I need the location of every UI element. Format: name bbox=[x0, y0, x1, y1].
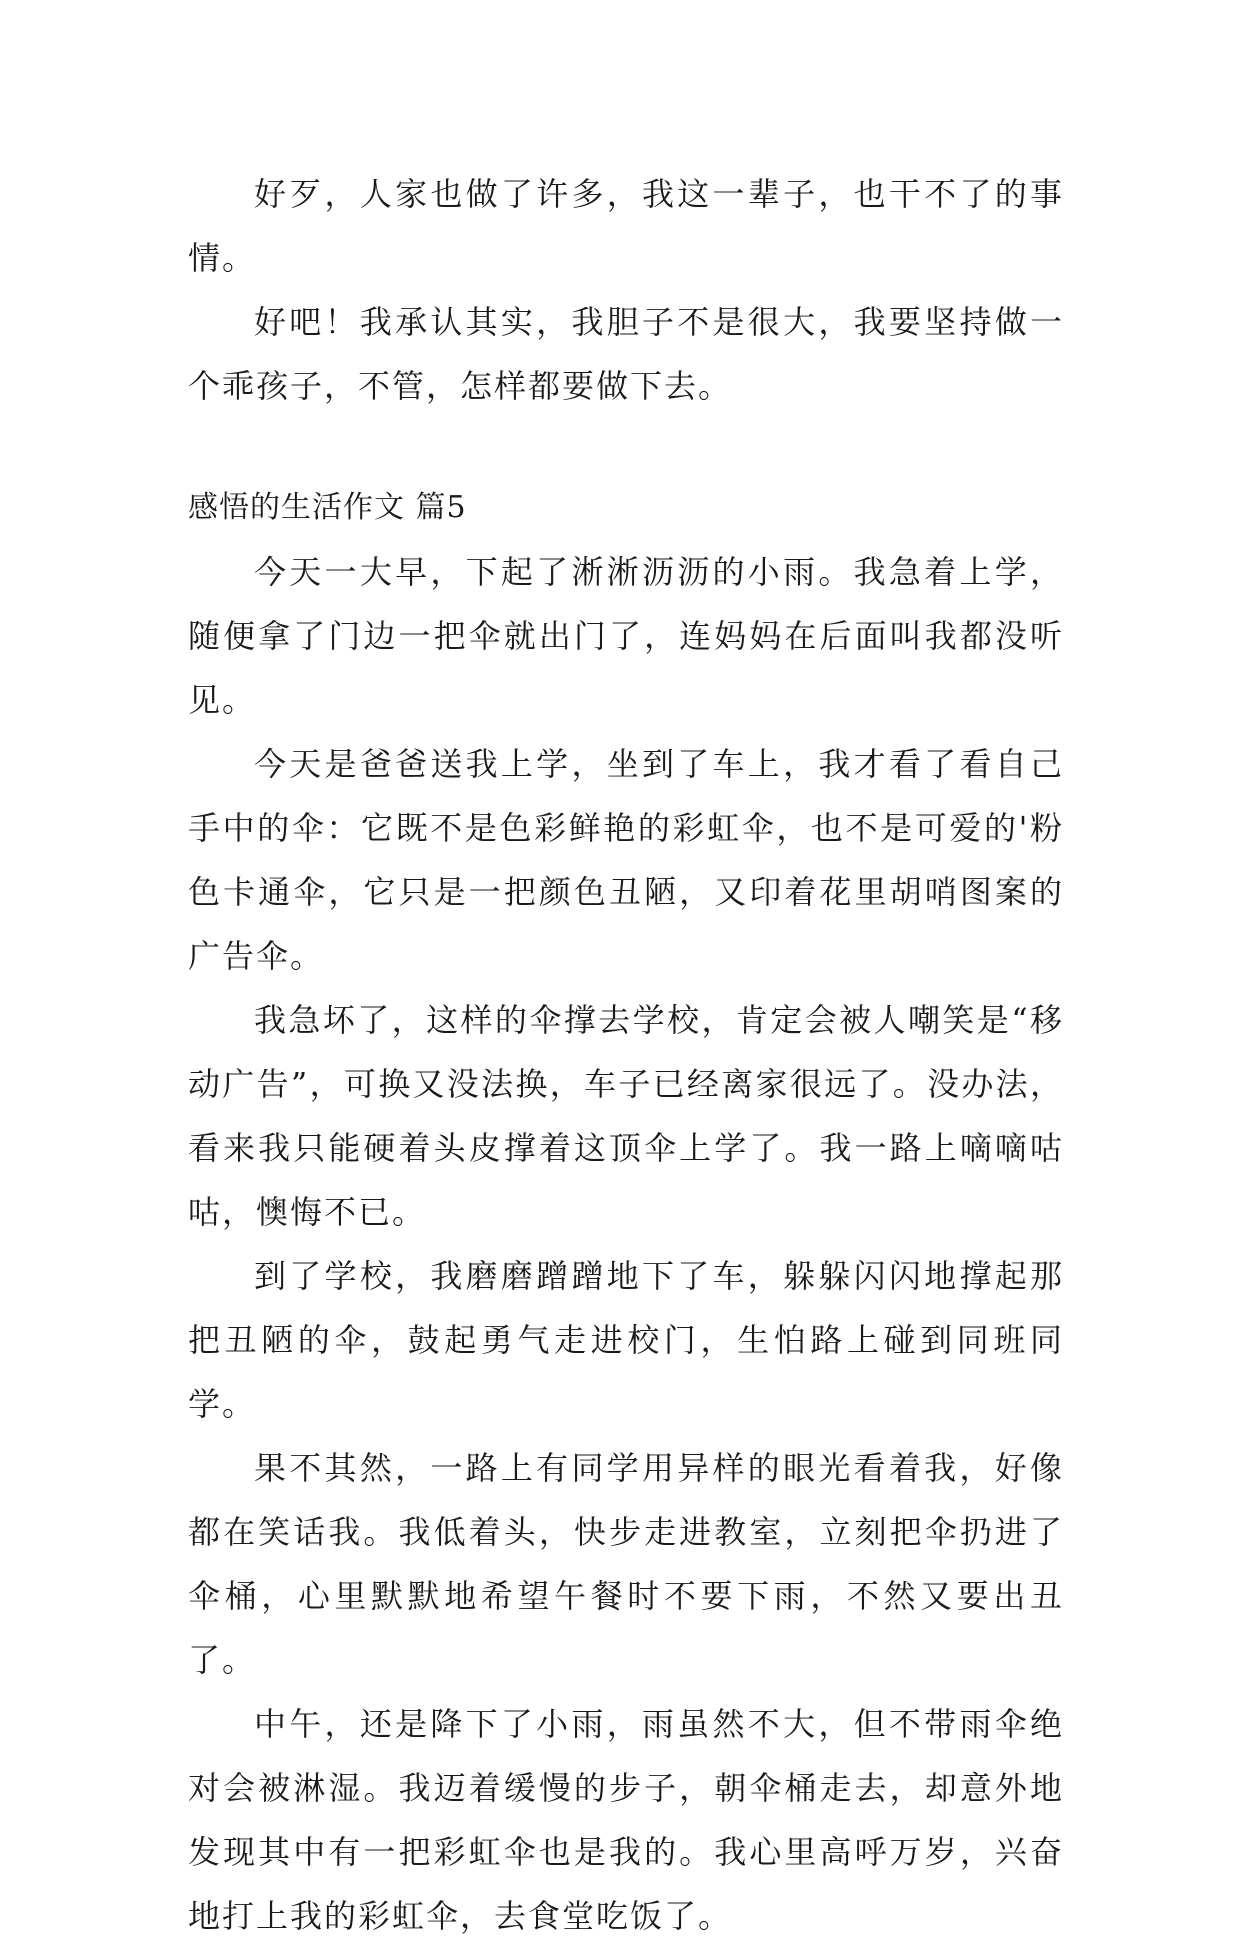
section-heading: 感悟的生活作文 篇5 bbox=[188, 490, 467, 525]
paragraph: 今天是爸爸送我上学，坐到了车上，我才看了看自己手中的伞：它既不是色彩鲜艳的彩虹伞，也不是可爱的'粉色卡通伞，它只是一把颜色丑陋，又印着花里胡哨图案的广告伞。 bbox=[188, 745, 1064, 975]
paragraph: 果不其然，一路上有同学用异样的眼光看着我，好像都在笑话我。我低着头，快步走进教室，立刻把伞扔进了伞桶，心里默默地希望午餐时不要下雨，不然又要出丑了。 bbox=[188, 1449, 1064, 1679]
paragraph: 中午，还是降下了小雨，雨虽然不大，但不带雨伞绝对会被淋湿。我迈着缓慢的步子，朝伞桶走去，却意外地发现其中有一把彩虹伞也是我的。我心里高呼万岁，兴奋地打上我的彩虹伞，去食堂吃饭了。 bbox=[188, 1705, 1064, 1935]
section-spacer bbox=[188, 418, 1064, 476]
paragraph: 好吧！我承认其实，我胆子不是很大，我要坚持做一个乖孩子，不管，怎样都要做下去。 bbox=[188, 303, 1064, 405]
paragraph: 我急坏了，这样的伞撑去学校，肯定会被人嘲笑是“移动广告”，可换又没法换，车子已经离家很远了。没办法，看来我只能硬着头皮撑着这顶伞上学了。我一路上嘀嘀咕咕，懊悔不已。 bbox=[188, 1001, 1064, 1231]
paragraph: 今天一大早，下起了淅淅沥沥的小雨。我急着上学，随便拿了门边一把伞就出门了，连妈妈在后面叫我都没听见。 bbox=[188, 553, 1064, 719]
paragraph: 到了学校，我磨磨蹭蹭地下了车，躲躲闪闪地撑起那把丑陋的伞，鼓起勇气走进校门，生怕路上碰到同班同学。 bbox=[188, 1257, 1064, 1423]
document-page bbox=[188, 162, 1064, 1948]
paragraph: 好歹，人家也做了许多，我这一辈子，也干不了的事情。 bbox=[188, 175, 1064, 277]
